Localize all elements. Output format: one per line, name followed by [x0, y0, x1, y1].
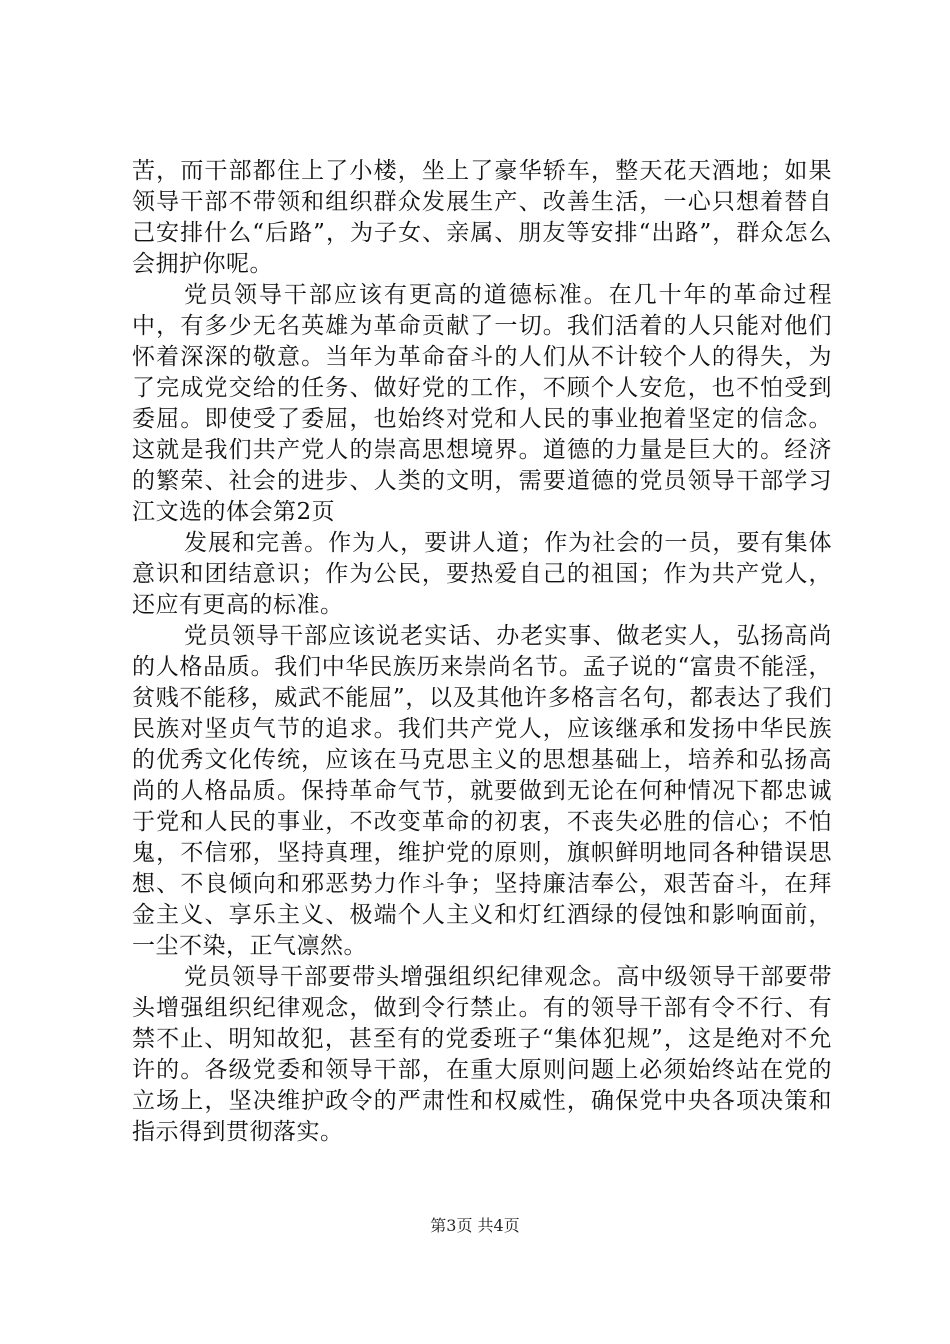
page-indicator: 第3页 共4页 — [430, 1216, 520, 1235]
paragraph-development: 发展和完善。作为人，要讲人道；作为社会的一员，要有集体意识和团结意识；作为公民，要热爱自己的祖国；作为共产党人，还应有更高的标准。 — [132, 530, 832, 618]
document-body — [132, 156, 832, 1148]
paragraph-honesty: 党员领导干部应该说老实话、办老实事、做老实人，弘扬高尚的人格品质。我们中华民族历来崇尚名节。孟子说的“富贵不能淫，贫贱不能移，威武不能屈”，以及其他许多格言名句，都表达了我们民族对坚贞气节的追求。我们共产党人，应该继承和发扬中华民族的优秀文化传统，应该在马克思主义的思想基础上，培养和弘扬高尚的人格品质。保持革命气节，就要做到无论在何种情况下都忠诚于党和人民的事业，不改变革命的初衷，不丧失必胜的信心；不怕鬼，不信邪，坚持真理，维护党的原则，旗帜鲜明地同各种错误思想、不良倾向和邪恶势力作斗争；坚持廉洁奉公，艰苦奋斗，在拜金主义、享乐主义、极端个人主义和灯红酒绿的侵蚀和影响面前，一尘不染，正气凛然。 — [132, 623, 832, 959]
page-footer — [0, 1216, 950, 1236]
paragraph-continuation: 苦，而干部都住上了小楼，坐上了豪华轿车，整天花天酒地；如果领导干部不带领和组织群众发展生产、改善生活，一心只想着替自己安排什么“后路”，为子女、亲属、朋友等安排“出路”，群众怎么会拥护你呢。 — [132, 158, 832, 277]
paragraph-moral-standards: 党员领导干部应该有更高的道德标准。在几十年的革命过程中，有多少无名英雄为革命贡献了一切。我们活着的人只能对他们怀着深深的敬意。当年为革命奋斗的人们从不计较个人的得失，为了完成党交给的任务、做好党的工作，不顾个人安危，也不怕受到委屈。即使受了委屈，也始终对党和人民的事业抱着坚定的信念。这就是我们共产党人的崇高思想境界。道德的力量是巨大的。经济的繁荣、社会的进步、人类的文明，需要道德的党员领导干部学习江文选的体会第2页 — [132, 282, 832, 525]
paragraph-discipline: 党员领导干部要带头增强组织纪律观念。高中级领导干部要带头增强组织纪律观念，做到令行禁止。有的领导干部有令不行、有禁不止、明知故犯，甚至有的党委班子“集体犯规”，这是绝对不允许的。各级党委和领导干部，在重大原则问题上必须始终站在党的立场上，坚决维护政令的严肃性和权威性，确保党中央各项决策和指示得到贯彻落实。 — [132, 964, 832, 1145]
